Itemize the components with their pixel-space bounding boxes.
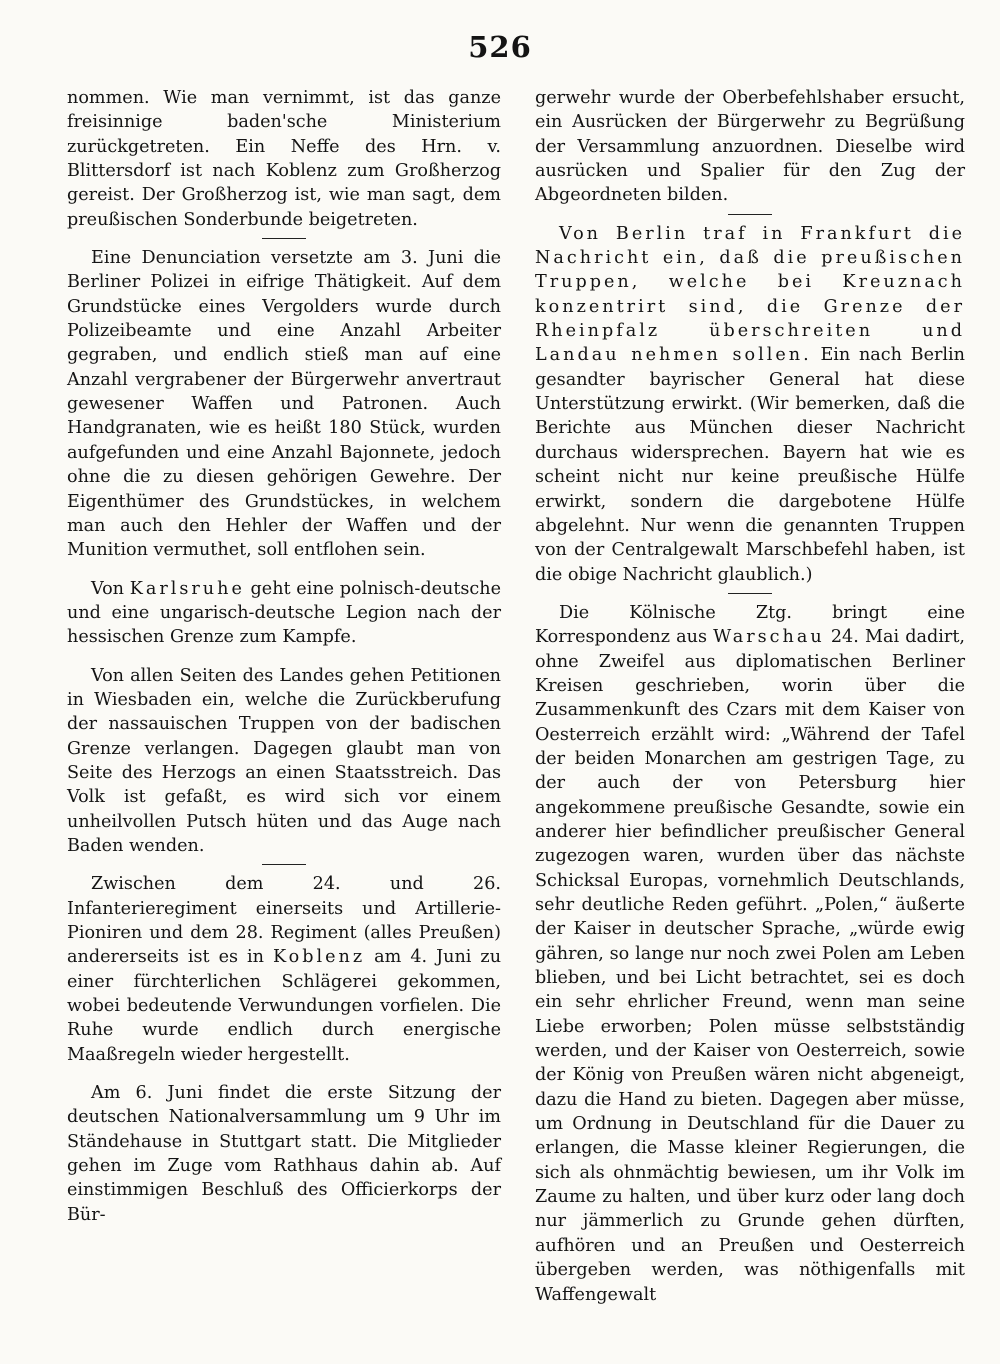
article-text: Ein nach Berlin gesandter bayrischer General hat diese Unterstützung erwirkt. (Wir bemerken, daß die Berichte aus München dieser Nachricht durchaus widersprechen. Bayern hat wie es scheint nicht nur keine preußische Hülfe erwirkt, sondern die dargebotene Hülfe abgelehnt. Nur wenn die genannten Truppen von der Centralgewalt Marschbefehl haben, ist die obige Nachricht glaublich.)	[535, 345, 966, 585]
spacer	[67, 650, 501, 664]
lead-word: Von	[91, 578, 125, 599]
article-stuttgart-assembly: Am 6. Juni findet die erste Sitzung der deutschen Nationalversammlung um 9 Uhr im Ständehause in Stuttgart statt. Die Mitglieder gehen im Zuge vom Rathhaus dahin ab. Auf einstimmigen Beschluß des Officierkorps der Bür-	[67, 1083, 501, 1225]
article-baden-ministry: nommen. Wie man vernimmt, ist das ganze freisinnige baden'sche Ministerium zurückgetreten. Ein Neffe des Hrn. v. Blittersdorf ist nach Koblenz zum Großherzog gereist. Der Großherzog ist, wie man sagt, dem preußischen Sonderbunde beigetreten.	[67, 88, 501, 230]
article-text: 24. Mai dadirt, ohne Zweifel aus diplomatischen Berliner Kreisen geschrieben, worin über die Zusammenkunft des Czars mit dem Kaiser von Oesterreich erzählt wird: „Während der Tafel der beiden Monarchen am gestrigen Tage, zu der auch der von Petersburg hier angekommene preußische Gesandte, sowie ein anderer hier befindlicher preußischer General zugezogen waren, wurden über das nächste Schicksal Europas, vornehmlich Deutschlands, sehr deutliche Reden geführt. „Polen,“ äußerte der Kaiser in deutscher Sprache, „würde ewig gähren, so lange nur noch zwei Polen am Leben blieben, und bei Licht betrachtet, sei es doch ein sehr ehrlicher Freund, wenn man seine Liebe erworben; Polen müsse selbstständig werden, und der Kaiser von Oesterreich, sowie der König von Preußen wären nicht abgeneigt, dazu die Hand zu bieten. Dagegen aber müsse, um Ordnung in Deutschland für die Dauer zu erlangen, die Masse kleiner Regierungen, die sich als ohnmächtig bewiesen, um ihr Volk im Zaume zu halten, und über kurz oder lang doch nur jämmerlich zu Grunde gehen dürften, aufhören und an Preußen und Oesterreich übergeben werden, was nöthigenfalls mit Waffengewalt	[535, 627, 965, 1305]
spacer	[67, 1067, 501, 1081]
article-text: Zwischen dem 24. und 26. Infanterieregiment einerseits und Artillerie-Pioniren und dem 28. Regiment (alles Preußen) andererseits ist es in	[67, 874, 501, 968]
article-text: am 4. Juni zu einer fürchterlichen Schlägerei gekommen, wobei bedeutende Verwundungen vorfielen. Die Ruhe wurde endlich durch energische Maaßregeln wieder hergestellt.	[67, 947, 502, 1065]
city-name-spaced: Koblenz	[272, 947, 366, 968]
article-berlin-denunciation: Eine Denunciation versetzte am 3. Juni die Berliner Polizei in eifrige Thätigkeit. Auf dem Grundstücke eines Vergolders wurde durch Polizeibeamte und eine Anzahl Arbeiter gegraben, und endlich stieß man auf eine Anzahl vergrabener der Bürgerwehr anvertraut gewesener Waffen und Patronen. Auch Handgranaten, wie es heißt 180 Stück, wurden aufgefunden und eine Anzahl Bajonnete, jedoch ohne die zu diesen gehörigen Gewehre. Der Eigenthümer des Grundstückes, in welchem man auch den Hehler der Waffen und der Munition vermuthet, soll entflohen sein.	[67, 248, 501, 561]
spaced-headline-text: Von Berlin traf in Frankfurt die Nachricht ein, daß die preußischen Truppen, welche bei Kreuznach konzentrirt sind, die Grenze der Rheinpfalz überschreiten und Landau nehmen sollen.	[535, 223, 965, 366]
spacer	[67, 563, 501, 577]
city-name-spaced: Warschau	[713, 627, 825, 648]
article-text: geht eine polnisch-deutsche und eine ungarisch-deutsche Legion nach der hessischen Grenze zum Kampfe.	[67, 578, 502, 648]
separator-rule	[262, 864, 306, 865]
separator-rule	[728, 593, 772, 594]
left-column	[67, 86, 501, 1227]
city-name-spaced: Karlsruhe	[129, 578, 245, 599]
page-number: 526	[468, 30, 532, 64]
separator-rule	[262, 238, 306, 239]
separator-rule	[728, 214, 772, 215]
article-text: Die Kölnische Ztg. bringt eine Korrespondenz aus	[535, 602, 965, 648]
article-warsaw-correspondence	[535, 601, 965, 1307]
article-wiesbaden-petitions: Von allen Seiten des Landes gehen Petitionen in Wiesbaden ein, welche die Zurückberufung der nassauischen Truppen von der badischen Grenze verlangen. Dagegen glaubt man von Seite des Herzogs an einen Staatsstreich. Das Volk ist gefaßt, es wird sich vor einem unheilvollen Putsch hüten und das Auge nach Baden wenden.	[67, 665, 501, 856]
article-berlin-frankfurt-news	[535, 222, 965, 587]
article-koblenz-brawl	[67, 872, 501, 1067]
article-karlsruhe-legion	[67, 577, 501, 650]
article-buergerwehr-continued: gerwehr wurde der Oberbefehlshaber ersucht, ein Ausrücken der Bürgerwehr zu Begrüßung der Versammlung anzuordnen. Dieselbe wird ausrücken und Spalier für den Zug der Abgeordneten bilden.	[535, 88, 965, 206]
right-column	[535, 86, 965, 1307]
